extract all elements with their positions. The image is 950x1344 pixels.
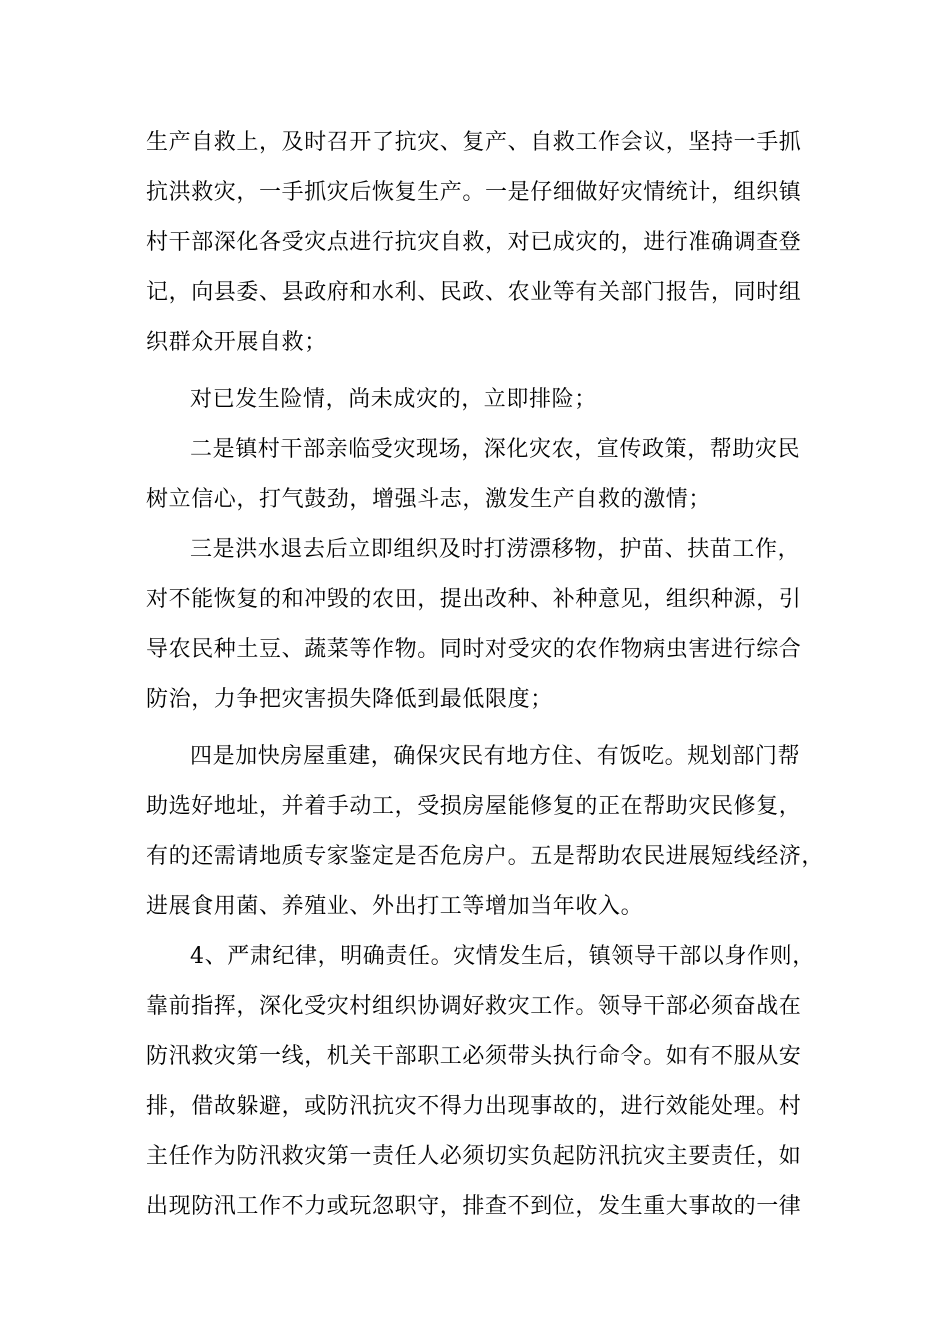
text-line: 排，借故躲避，或防汛抗灾不得力出现事故的，进行效能处理。村 <box>146 1094 802 1119</box>
text-line: 防汛救灾第一线，机关干部职工必须带头执行命令。如有不服从安 <box>146 1044 802 1069</box>
text-line: 4、严肃纪律，明确责任。灾情发生后，镇领导干部以身作则， <box>190 944 815 969</box>
text-line: 三是洪水退去后立即组织及时打涝漂移物，护苗、扶苗工作， <box>190 537 801 562</box>
text-line: 抗洪救灾，一手抓灾后恢复生产。一是仔细做好灾情统计，组织镇 <box>146 180 802 205</box>
text-line: 记，向县委、县政府和水利、民政、农业等有关部门报告，同时组 <box>146 280 802 305</box>
text-line: 树立信心，打气鼓劲，增强斗志，激发生产自救的激情； <box>146 487 712 512</box>
text-line: 助选好地址，并着手动工，受损房屋能修复的正在帮助灾民修复， <box>146 794 802 819</box>
text-line: 靠前指挥，深化受灾村组织协调好救灾工作。领导干部必须奋战在 <box>146 994 802 1019</box>
text-line: 对不能恢复的和冲毁的农田，提出改种、补种意见，组织种源，引 <box>146 587 802 612</box>
text-line: 出现防汛工作不力或玩忽职守，排查不到位，发生重大事故的一律 <box>146 1194 802 1219</box>
text-line: 有的还需请地质专家鉴定是否危房户。五是帮助农民进展短线经济， <box>146 844 825 869</box>
text-line: 进展食用菌、养殖业、外出打工等增加当年收入。 <box>146 894 644 919</box>
text-line: 对已发生险情，尚未成灾的，立即排险； <box>190 387 597 412</box>
text-line: 防治，力争把灾害损失降低到最低限度； <box>146 687 553 712</box>
text-line: 织群众开展自救； <box>146 330 327 355</box>
text-line: 村干部深化各受灾点进行抗灾自救，对已成灾的，进行准确调查登 <box>146 230 802 255</box>
text-line: 导农民种土豆、蔬菜等作物。同时对受灾的农作物病虫害进行综合 <box>146 637 802 662</box>
text-line: 主任作为防汛救灾第一责任人必须切实负起防汛抗灾主要责任，如 <box>146 1144 802 1169</box>
text-line: 生产自救上，及时召开了抗灾、复产、自救工作会议，坚持一手抓 <box>146 130 802 155</box>
text-line: 四是加快房屋重建，确保灾民有地方住、有饭吃。规划部门帮 <box>190 744 801 769</box>
text-line: 二是镇村干部亲临受灾现场，深化灾农，宣传政策，帮助灾民 <box>190 437 801 462</box>
